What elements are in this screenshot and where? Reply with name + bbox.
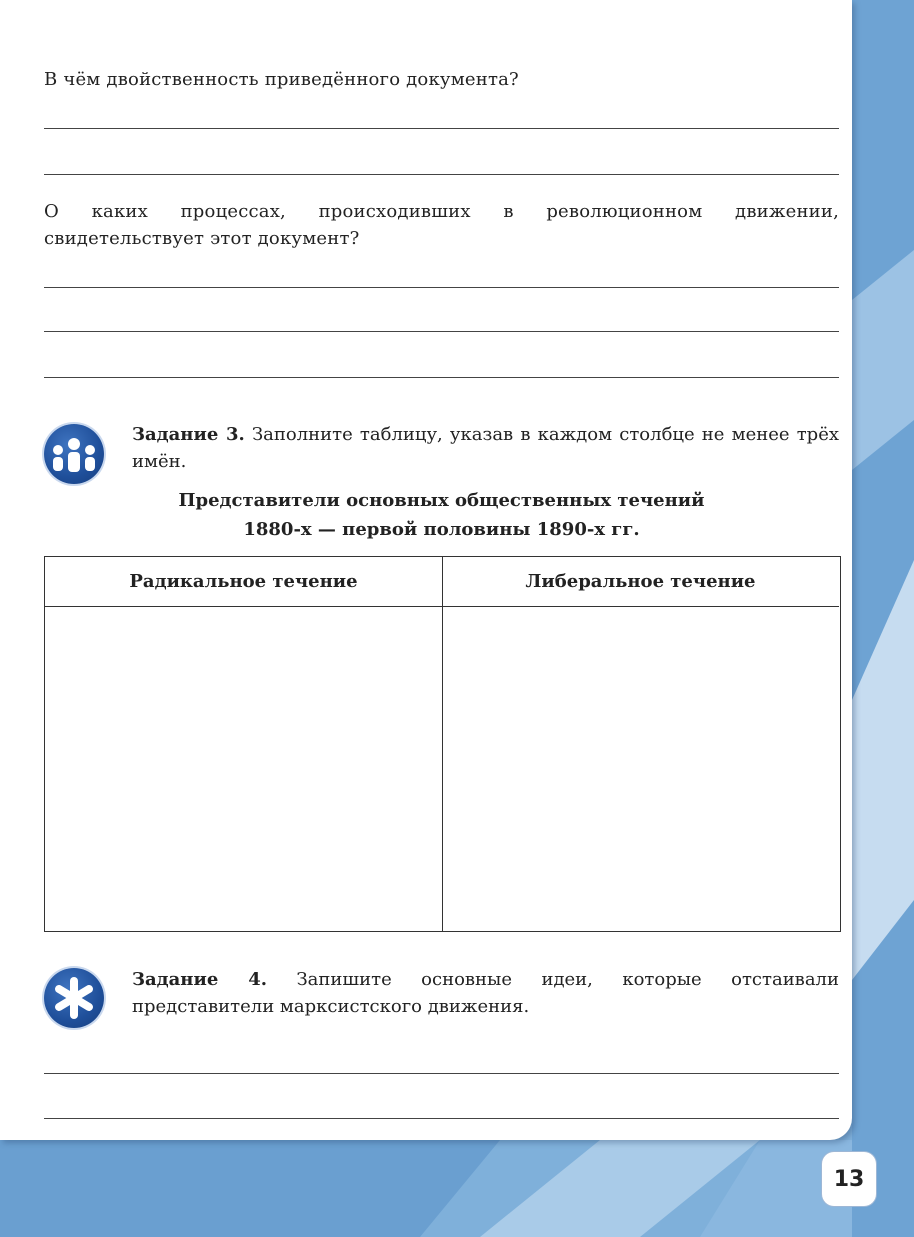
answer-line[interactable] <box>44 1073 839 1074</box>
task-3-text: Заполните таблицу, указав в каждом столбце не менее трёх имён. <box>132 424 839 472</box>
page-number: 13 <box>822 1152 876 1206</box>
answer-line[interactable] <box>44 128 839 129</box>
answer-line[interactable] <box>44 174 839 175</box>
group-work-icon <box>44 424 104 484</box>
task-3-label: Задание 3. <box>132 424 245 445</box>
liberal-answer-cell[interactable] <box>443 607 840 931</box>
question-2: О каких процессах, происходивших в революционном движении, свидетельствует этот документ? <box>44 201 839 249</box>
table-title-line1: Представители основных общественных течений <box>178 490 705 511</box>
radical-answer-cell[interactable] <box>45 607 442 931</box>
task-4-text: Запишите основные идеи, которые отстаивали представители марксистского движения. <box>132 969 839 1017</box>
answer-line[interactable] <box>44 1118 839 1119</box>
answer-line[interactable] <box>44 331 839 332</box>
column-header-liberal: Либеральное течение <box>442 557 839 607</box>
answer-table <box>44 556 841 932</box>
task-4-instruction <box>132 966 839 1020</box>
answer-line[interactable] <box>44 377 839 378</box>
task-3-instruction <box>132 421 839 475</box>
asterisk-icon <box>44 968 104 1028</box>
answer-line[interactable] <box>44 287 839 288</box>
table-title-line2: 1880-х — первой половины 1890-х гг. <box>243 519 640 540</box>
question-1: В чём двойственность приведённого документа? <box>44 69 519 90</box>
task-4-label: Задание 4. <box>132 969 268 990</box>
column-header-radical: Радикальное течение <box>45 557 442 607</box>
